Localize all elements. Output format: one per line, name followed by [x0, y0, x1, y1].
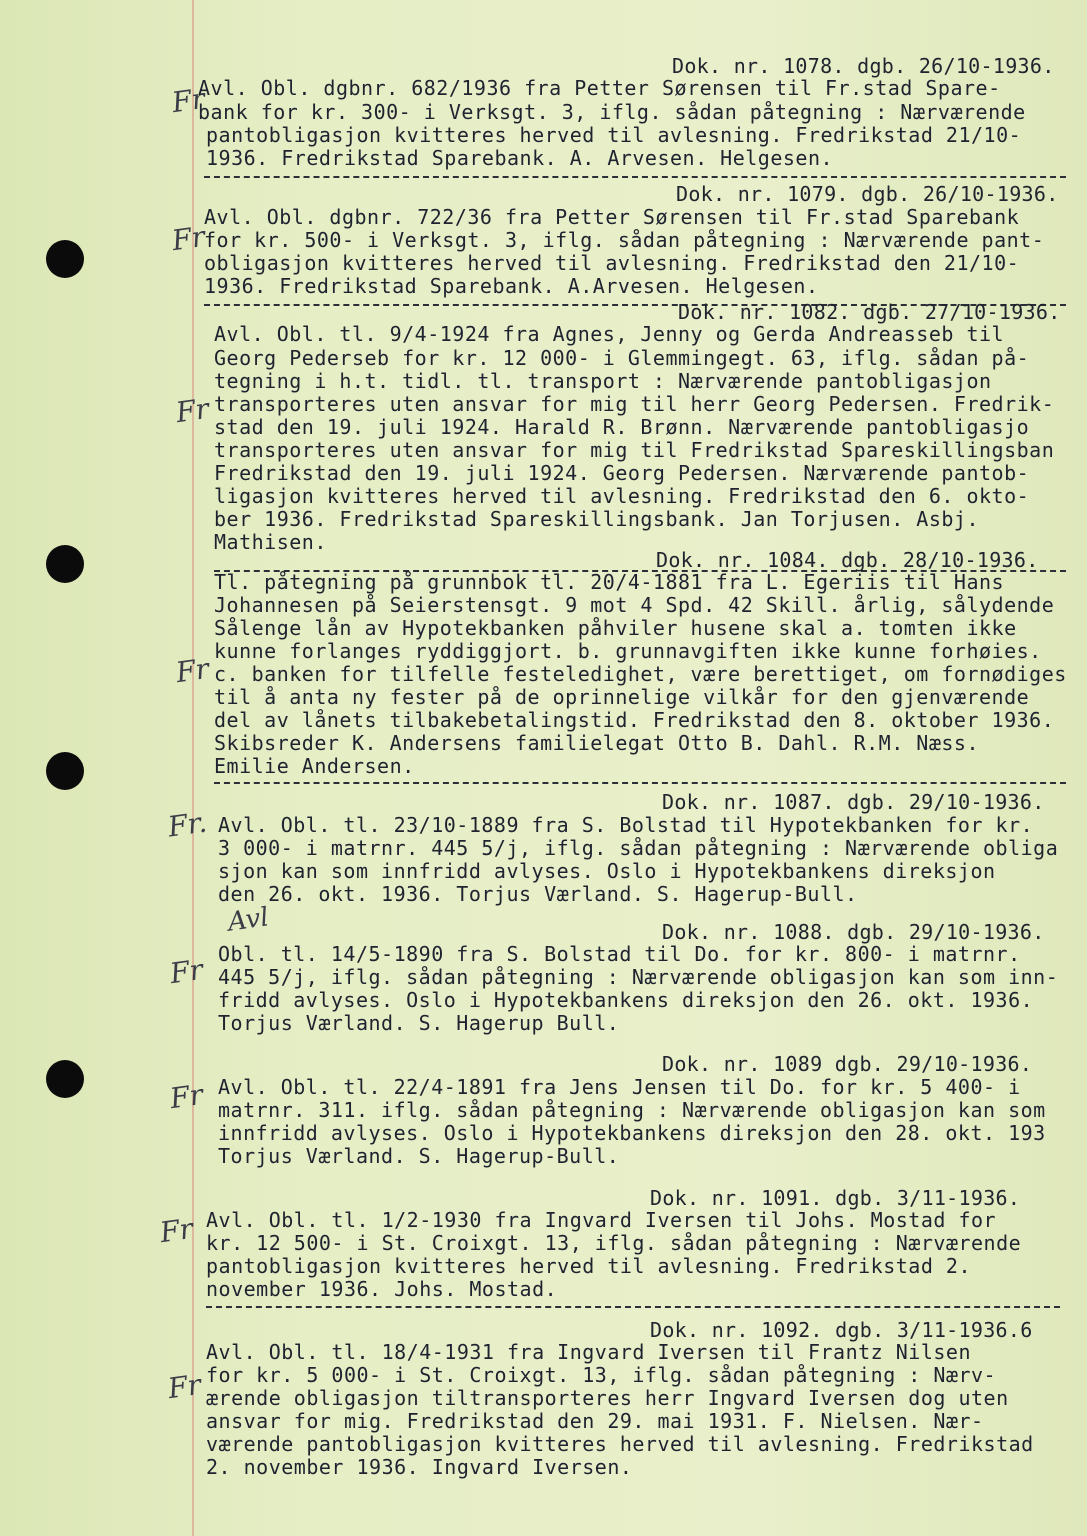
margin-initials: Fr [167, 952, 205, 991]
entry-line: 445 5/j, iflg. sådan påtegning : Nærværende obligasjon kan som inn- [218, 965, 1059, 989]
entry-line: Torjus Værland. S. Hagerup-Bull. [218, 1144, 620, 1168]
entry-line: 3 000- i matrnr. 445 5/j, iflg. sådan påtegning : Nærværende obliga [218, 836, 1059, 860]
entry-line: Sålenge lån av Hypotekbanken påhviler husene skal a. tomten ikke [214, 616, 1017, 640]
entry-line: Avl. Obl. tl. 23/10-1889 fra S. Bolstad til Hypotekbanken for kr. [218, 813, 1034, 837]
entry-line: Avl. Obl. tl. 22/4-1891 fra Jens Jensen til Do. for kr. 5 400- i [218, 1075, 1021, 1099]
entry-line: ligasjon kvitteres herved til avlesning. Fredrikstad den 6. okto- [214, 484, 1030, 508]
entry-line: Emilie Andersen. [214, 754, 415, 778]
entry-line: pantobligasjon kvitteres herved til avlesning. Fredrikstad 21/10- [206, 123, 1022, 147]
entry-line: obligasjon kvitteres herved til avlesning. Fredrikstad den 21/10- [204, 251, 1020, 275]
punch-hole [46, 1060, 84, 1098]
margin-initials: Fr. [165, 805, 209, 844]
entry-line: kr. 12 500- i St. Croixgt. 13, iflg. sådan påtegning : Nærværende [206, 1231, 1022, 1255]
entry-line: Johannesen på Seierstensgt. 9 mot 4 Spd. 42 Skill. årlig, sålydende [214, 593, 1055, 617]
entry-line: den 26. okt. 1936. Torjus Værland. S. Hagerup-Bull. [218, 882, 858, 906]
entry-header: Dok. nr. 1092. dgb. 3/11-1936.6 [650, 1318, 1033, 1342]
entry-line: transporteres uten ansvar for mig til Fredrikstad Spareskillingsban [214, 438, 1055, 462]
margin-initials: Fr [169, 219, 207, 258]
punch-hole [46, 240, 84, 278]
entry-line: Avl. Obl. tl. 18/4-1931 fra Ingvard Iversen til Frantz Nilsen [206, 1340, 972, 1364]
entry-line: Obl. tl. 14/5-1890 fra S. Bolstad til Do. for kr. 800- i matrnr. [218, 942, 1021, 966]
handwritten-note: Avl [226, 902, 271, 938]
separator-rule [204, 176, 1066, 178]
entry-line: Mathisen. [214, 530, 327, 554]
entry-line: Skibsreder K. Andersens familielegat Otto B. Dahl. R.M. Næss. [214, 731, 980, 755]
entry-header: Dok. nr. 1087. dgb. 29/10-1936. [662, 790, 1045, 814]
entry-line: kunne forlanges ryddiggjort. b. grunnavgiften ikke kunne forhøies. [214, 639, 1042, 663]
margin-initials: Fr [167, 1077, 205, 1116]
entry-header: Dok. nr. 1089 dgb. 29/10-1936. [662, 1052, 1033, 1076]
entry-line: Avl. Obl. dgbnr. 722/36 fra Petter Sørensen til Fr.stad Sparebank [204, 205, 1020, 229]
punch-hole [46, 752, 84, 790]
entry-line: Avl. Obl. tl. 9/4-1924 fra Agnes, Jenny og Gerda Andreasseb til [214, 322, 1005, 346]
margin-initials: Fr [165, 1367, 203, 1406]
entry-line: 1936. Fredrikstad Sparebank. A. Arvesen. Helgesen. [206, 146, 834, 170]
punch-hole [46, 545, 84, 583]
entry-line: til å anta ny fester på de oprinnelige vilkår for den gjenværende [214, 685, 1030, 709]
margin-initials: Fr [157, 1211, 195, 1250]
entry-line: c. banken for tilfelle festeledighet, være berettiget, om fornødiges [214, 662, 1067, 686]
entry-line: 2. november 1936. Ingvard Iversen. [206, 1455, 633, 1479]
entry-line: ærende obligasjon tiltransporteres herr Ingvard Iversen dog uten [206, 1386, 1009, 1410]
entry-line: ber 1936. Fredrikstad Spareskillingsbank. Jan Torjusen. Asbj. [214, 507, 980, 531]
entry-line: ansvar for mig. Fredrikstad den 29. mai 1931. F. Nielsen. Nær- [206, 1409, 984, 1433]
entry-header: Dok. nr. 1082. dgb. 27/10-1936. [678, 300, 1061, 324]
entry-line: for kr. 500- i Verksgt. 3, iflg. sådan påtegning : Nærværende pant- [204, 228, 1045, 252]
entry-line: for kr. 5 000- i St. Croixgt. 13, iflg. sådan påtegning : Nærv- [206, 1363, 997, 1387]
entry-line: 1936. Fredrikstad Sparebank. A.Arvesen. Helgesen. [204, 274, 819, 298]
entry-line: sjon kan som innfridd avlyses. Oslo i Hypotekbankens direksjon [218, 859, 996, 883]
entry-line: Tl. påtegning på grunnbok tl. 20/4-1881 fra L. Egeriis til Hans [214, 570, 1005, 594]
entry-line: matrnr. 311. iflg. sådan påtegning : Nærværende obligasjon kan som [218, 1098, 1046, 1122]
entry-line: Fredrikstad den 19. juli 1924. Georg Pedersen. Nærværende pantob- [214, 461, 1030, 485]
entry-line: fridd avlyses. Oslo i Hypotekbankens direksjon den 26. okt. 1936. [218, 988, 1034, 1012]
entry-line: del av lånets tilbakebetalingstid. Fredrikstad den 8. oktober 1936. [214, 708, 1055, 732]
entry-line: bank for kr. 300- i Verksgt. 3, iflg. sådan påtegning : Nærværende [198, 100, 1026, 124]
entry-line: stad den 19. juli 1924. Harald R. Brønn. Nærværende pantobligasjo [214, 415, 1030, 439]
margin-initials: Fr [173, 651, 211, 690]
entry-line: transporteres uten ansvar for mig til herr Georg Pedersen. Fredrik- [214, 392, 1055, 416]
margin-initials: Fr [169, 81, 207, 120]
entry-header: Dok. nr. 1088. dgb. 29/10-1936. [662, 920, 1045, 944]
separator-rule [206, 1306, 1060, 1308]
entry-line: innfridd avlyses. Oslo i Hypotekbankens direksjon den 28. okt. 193 [218, 1121, 1046, 1145]
entry-line: Georg Pederseb for kr. 12 000- i Glemmingegt. 63, iflg. sådan på- [214, 346, 1030, 370]
separator-rule [214, 782, 1066, 784]
entry-line: tegning i h.t. tidl. tl. transport : Nærværende pantobligasjon [214, 369, 992, 393]
entry-line: november 1936. Johs. Mostad. [206, 1277, 558, 1301]
entry-header: Dok. nr. 1079. dgb. 26/10-1936. [676, 182, 1059, 206]
entry-line: værende pantobligasjon kvitteres herved til avlesning. Fredrikstad [206, 1432, 1034, 1456]
entry-line: Torjus Værland. S. Hagerup Bull. [218, 1011, 620, 1035]
entry-header: Dok. nr. 1078. dgb. 26/10-1936. [672, 54, 1055, 78]
entry-line: Avl. Obl. tl. 1/2-1930 fra Ingvard Iversen til Johs. Mostad for [206, 1208, 997, 1232]
entry-header: Dok. nr. 1084. dgb. 28/10-1936. [656, 548, 1039, 572]
margin-initials: Fr [173, 391, 211, 430]
entry-line: pantobligasjon kvitteres herved til avlesning. Fredrikstad 2. [206, 1254, 972, 1278]
entry-line: Avl. Obl. dgbnr. 682/1936 fra Petter Sørensen til Fr.stad Spare- [198, 76, 1001, 100]
entry-header: Dok. nr. 1091. dgb. 3/11-1936. [650, 1186, 1021, 1210]
